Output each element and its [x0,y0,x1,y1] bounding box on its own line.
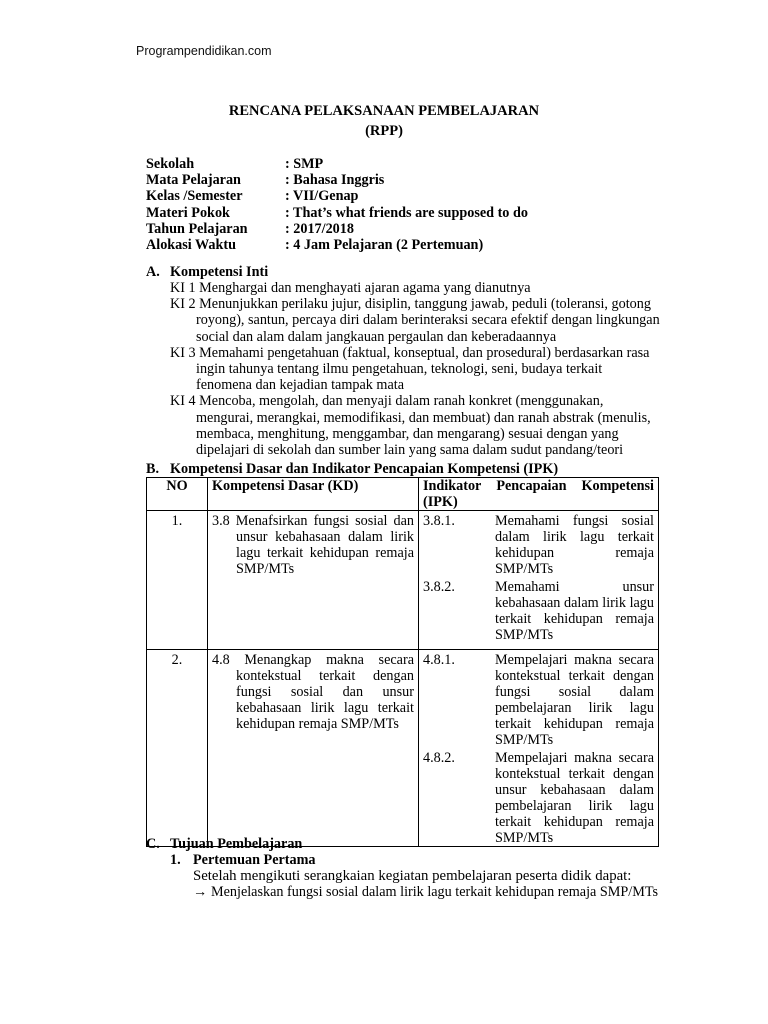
document-title: RENCANA PELAKSANAAN PEMBELAJARAN [228,103,540,119]
meeting-number: 1. [170,852,181,868]
header-ipk-word: Pencapaian [496,478,567,494]
site-watermark: Programpendidikan.com [136,44,272,58]
info-value: : VII/Genap [285,188,359,205]
section-a-heading [146,264,268,281]
info-row [146,156,528,172]
info-value: : 2017/2018 [285,220,354,237]
section-title: Kompetensi Inti [170,264,269,280]
ipk-code: 3.8.1. [423,513,455,529]
ipk-item [423,513,654,577]
ipk-code: 4.8.2. [423,750,455,766]
section-title: Kompetensi Dasar dan Indikator Pencapaian Kompetensi (IPK) [170,461,559,477]
kd-text: 4.8 Menangkap makna secara kontekstual terkait dengan fungsi sosial dan unsur kebahasaan lirik lagu terkait kehidupan remaja SMP/MTs [212,652,414,732]
info-row [146,221,528,237]
info-key: Kelas /Semester [146,188,243,205]
ipk-text: Memahami fungsi sosial dalam lirik lagu terkait kehidupan remaja SMP/MTs [495,513,654,577]
meeting-heading [170,852,316,869]
header-kd: Kompetensi Dasar (KD) [208,478,419,511]
info-row [146,188,528,204]
row-number: 1. [147,511,208,650]
header-ipk-word: Indikator [423,478,482,494]
info-key: Alokasi Waktu [146,236,237,253]
kd-ipk-table [146,477,659,847]
section-c-heading [146,836,302,853]
ipk-text: Mempelajari makna secara kontekstual terkait dengan fungsi sosial dalam pembelajaran lirik lagu terkait kehidupan remaja SMP/MTs [495,652,654,748]
ipk-cell [419,511,659,650]
ipk-item [423,652,654,748]
header-ipk-word: Kompetensi [581,478,654,494]
info-key: Sekolah [146,156,195,172]
header-ipk [419,478,659,511]
section-title: Tujuan Pembelajaran [170,836,303,852]
info-row [146,237,528,253]
header-no: NO [147,478,208,511]
objective-text: Menjelaskan fungsi sosial dalam lirik lagu terkait kehidupan remaja SMP/MTs [211,884,659,900]
ipk-item [423,750,654,846]
arrow-icon: → [193,884,208,900]
info-key: Tahun Pelajaran [146,220,248,237]
ipk-text: Memahami unsur kebahasaan dalam lirik lagu terkait kehidupan remaja SMP/MTs [495,579,654,643]
row-number: 2. [147,650,208,847]
info-row [146,172,528,188]
ki-item: KI 3 Memahami pengetahuan (faktual, konseptual, dan prosedural) berdasarkan rasa ingin tahunya tentang ilmu pengetahuan, teknologi, seni, budaya terkait fenomena dan kejadian tampak mata [170,344,650,394]
ipk-cell [419,650,659,847]
section-letter: A. [146,264,160,280]
ki-item: KI 2 Menunjukkan perilaku jujur, disiplin, tanggung jawab, peduli (toleransi, gotong royong), santun, percaya diri dalam berinteraksi secara efektif dengan lingkungan social dan alam dalam jangkauan pergaulan dan keberadaannya [170,296,660,345]
ipk-code: 3.8.2. [423,579,455,595]
info-value: : That’s what friends are supposed to do [285,204,528,221]
table-header-row [147,478,659,511]
ki-item: KI 1 Menghargai dan menghayati ajaran agama yang dianutnya [170,280,531,296]
info-value: : Bahasa Inggris [285,172,385,189]
info-value: : SMP [285,156,324,172]
ipk-item [423,579,654,643]
section-letter: B. [146,461,160,477]
document-subtitle: (RPP) [365,123,403,139]
kd-text: 3.8 Menafsirkan fungsi sosial dan unsur kebahasaan dalam lirik lagu terkait kehidupan remaja SMP/MTs [212,513,414,577]
info-key: Materi Pokok [146,204,230,221]
kd-cell [208,511,419,650]
ki-item: KI 4 Mencoba, mengolah, dan menyaji dalam ranah konkret (menggunakan, mengurai, merangkai, memodifikasi, dan membuat) dan ranah abstrak (menulis, membaca, menghitung, menggambar, dan mengarang) sesuai dengan yang dipelajari di sekolah dan sumber lain yang sama dalam sudut pandang/teori [170,393,651,459]
table-row [147,650,659,847]
ki-list [170,280,660,458]
kd-cell [208,650,419,847]
ipk-code: 4.8.1. [423,652,455,668]
objective-intro: Setelah mengikuti serangkaian kegiatan pembelajaran peserta didik dapat: [193,868,632,884]
info-key: Mata Pelajaran [146,172,241,189]
info-row [146,205,528,221]
objective-item [193,884,659,900]
info-value: : 4 Jam Pelajaran (2 Pertemuan) [285,236,484,253]
meeting-title: Pertemuan Pertama [193,852,316,868]
section-b-heading [146,461,558,478]
table-row [147,511,659,650]
identity-block [146,156,528,253]
section-letter: C. [146,836,160,852]
header-ipk-abbr: (IPK) [423,494,458,510]
ipk-text: Mempelajari makna secara kontekstual terkait dengan unsur kebahasaan dalam pembelajaran lirik lagu terkait kehidupan remaja SMP/MTs [495,750,654,846]
